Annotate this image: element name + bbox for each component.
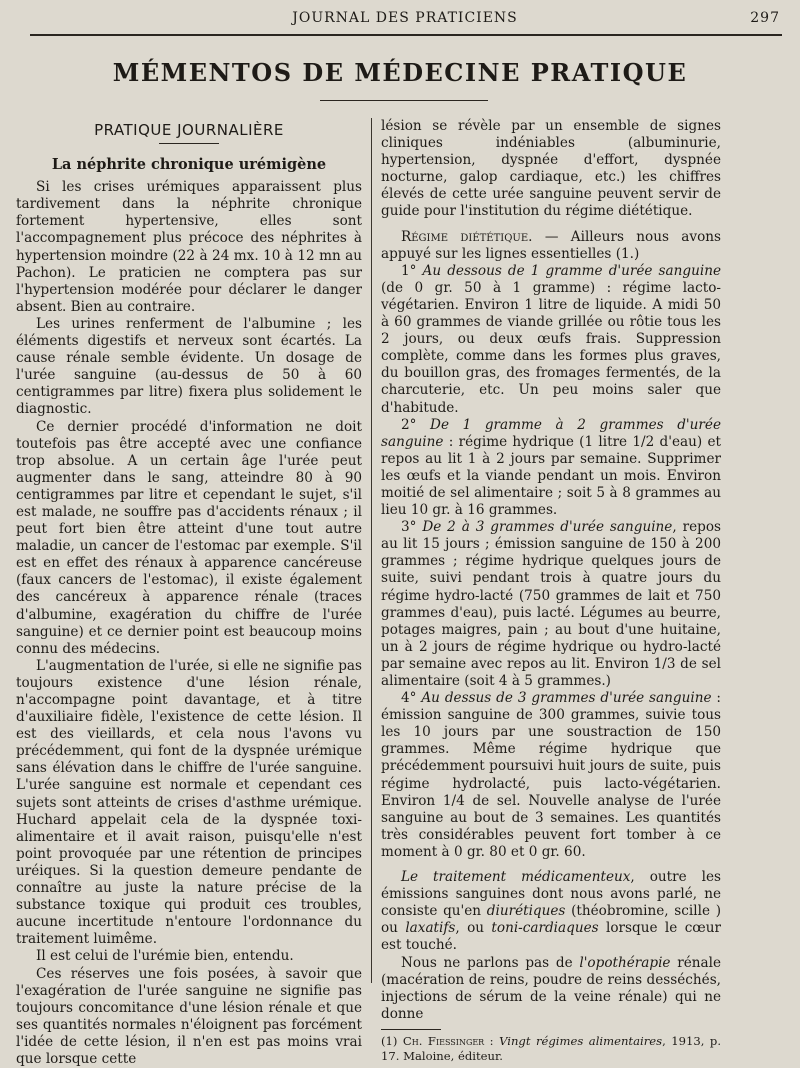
paragraph: L'augmentation de l'urée, si elle ne signifie pas toujours existence d'une lésion rénale, n'accompagne point davantage, et à titre d'auxiliaire fidèle, l'existence de cette lésion. Il est des vieillards, et cela nous l'avons vu précédemment, qui font de la dyspnée urémique sans élévation dans le chiffre de l'urée sanguine. L'urée sanguine est normale et cependant ces sujets sont atteints de crises d'asthme urémique. Huchard appelait cela de la dyspnée toxi-alimentaire et il avait raison, puisqu'elle n'est point provoquée par une rétention de principes uréiques. Si la question demeure pendante de connaître au juste la nature précise de la substance toxique qui produit ces troubles, aucune incertitude n'entoure l'ordonnance du traitement luimême. bbox=[16, 658, 362, 949]
item-label: Au dessous de 1 gramme d'urée sanguine bbox=[423, 263, 721, 279]
regime-intro bbox=[381, 229, 721, 263]
journal-name: JOURNAL DES PRATICIENS bbox=[30, 10, 780, 26]
treatment-paragraph bbox=[381, 869, 721, 954]
opotherapy-paragraph bbox=[381, 955, 721, 1023]
page-number: 297 bbox=[750, 10, 780, 26]
treatment-term: Le traitement médicamenteux bbox=[401, 869, 630, 885]
regime-heading: Régime diététique. bbox=[401, 229, 532, 245]
running-head bbox=[30, 10, 780, 32]
item-label: De 1 gramme à 2 grammes d'urée sanguine bbox=[381, 417, 721, 450]
item-number: 2° bbox=[401, 417, 430, 433]
item-number: 1° bbox=[401, 263, 423, 279]
treatment-term: diurétiques bbox=[487, 903, 566, 919]
section-rule bbox=[159, 143, 219, 144]
paragraph: Il est celui de l'urémie bien, entendu. bbox=[16, 948, 362, 965]
item-number: 4° bbox=[401, 690, 421, 706]
regime-item bbox=[381, 263, 721, 417]
header-rule bbox=[30, 34, 782, 36]
regime-item bbox=[381, 417, 721, 520]
footnote-author: Ch. Fiessinger bbox=[403, 1034, 484, 1048]
paragraph: Ce dernier procédé d'information ne doit toutefois pas être accepté avec une confiance trop absolue. A un certain âge l'urée peut augmenter dans le sang, atteindre 80 à 90 centigrammes par litre et cependant le sujet, s'il est malade, ne souffre pas d'accidents rénaux ; il peut fort bien être atteint d'une tout autre maladie, un cancer de l'estomac par exemple. S'il est en effet des rénaux à apparence cancéreuse (faux cancers de l'estomac), il existe également des cancéreux à apparence rénale (traces d'albumine, exagération du chiffre de l'urée sanguine) et ce dernier point est beaucoup moins connu des médecins. bbox=[16, 419, 362, 658]
left-column bbox=[16, 118, 362, 1068]
treatment-term: toni-cardiaques bbox=[491, 920, 598, 936]
paragraph-continuation: lésion se révèle par un ensemble de signes cliniques indéniables (albuminurie, hypertension, dyspnée d'effort, dyspnée nocturne, galop cardiaque, etc.) les chiffres élevés de cette urée sanguine peuvent servir de guide pour l'institution du régime diététique. bbox=[381, 118, 721, 221]
footnote-marker: (1) bbox=[381, 1034, 403, 1048]
footnote-rest: , 1913, p. 17. Maloine, éditeur. bbox=[381, 1034, 721, 1063]
footnote-rule bbox=[381, 1029, 441, 1030]
opotherapy-text: Nous ne parlons pas de bbox=[401, 955, 579, 971]
title-underline bbox=[320, 100, 488, 101]
paragraph: Les urines renferment de l'albumine ; les éléments digestifs et nerveux sont écartés. La cause rénale semble évidente. Un dosage de l'urée sanguine (au-dessus de 50 à 60 centigrammes par litre) fixera plus solidement le diagnostic. bbox=[16, 316, 362, 419]
treatment-text: (théobromine, scille ) ou bbox=[381, 903, 721, 936]
regime-intro-text: — Ailleurs nous avons appuyé sur les lignes essentielles (1.) bbox=[381, 229, 721, 262]
item-text: (de 0 gr. 50 à 1 gramme) : régime lacto-végétarien. Environ 1 litre de liquide. A midi 50 à 60 grammes de viande grillée ou rôtie tous les 2 jours, ou deux œufs frais. Suppression complète, comme dans les formes plus graves, du bouillon gras, des fromages fermentés, de la charcuterie, etc. Un peu moins saler que d'habitude. bbox=[381, 280, 721, 416]
item-label: De 2 à 3 grammes d'urée sanguine bbox=[422, 519, 672, 535]
footnote bbox=[381, 1034, 721, 1064]
opotherapy-text: rénale (macération de reins, poudre de reins desséchés, injections de sérum de la veine rénale) qui ne donne bbox=[381, 955, 721, 1022]
item-text: : émission sanguine de 300 grammes, suivie tous les 10 jours par une soustraction de 150 grammes. Même régime hydrique que précédemment poursuivi huit jours de suite, puis régime hydrolacté, puis lacto-végétarien. Environ 1/4 de sel. Nouvelle analyse de l'urée sanguine au bout de 3 semaines. Les quantités très considérables peuvent fort tomber à ce moment à 0 gr. 80 et 0 gr. 60. bbox=[381, 690, 721, 860]
item-text: , repos au lit 15 jours ; émission sanguine de 150 à 200 grammes ; régime hydrique quelques jours de suite, suivi pendant trois à quatre jours du régime hydro-lacté (750 grammes de lait et 750 grammes d'eau), puis lacté. Légumes au beurre, potages maigres, pain ; au bout d'une huitaine, un à 2 jours de régime hydrique ou hydro-lacté par semaine avec repos au lit. Environ 1/3 de sel alimentaire (soit 4 à 5 grammes.) bbox=[381, 519, 721, 689]
paragraph: Ces réserves une fois posées, à savoir que l'exagération de l'urée sanguine ne signifie pas toujours concomitance d'une lésion rénale et que ses quantités normales n'éloignent pas forcément l'idée de cette lésion, il n'en est pas moins vrai que lorsque cette bbox=[16, 966, 362, 1068]
footnote-separator: : bbox=[484, 1034, 499, 1048]
regime-item bbox=[381, 690, 721, 861]
item-label: Au dessus de 3 grammes d'urée sanguine bbox=[421, 690, 711, 706]
item-number: 3° bbox=[401, 519, 422, 535]
treatment-text: , outre les émissions sanguines dont nous avons parlé, ne consiste qu'en bbox=[381, 869, 721, 919]
regime-item bbox=[381, 519, 721, 690]
opotherapy-term: l'opothérapie bbox=[579, 955, 670, 971]
section-title: PRATIQUE JOURNALIÈRE bbox=[16, 122, 362, 139]
footnote-title: Vingt régimes alimentaires bbox=[499, 1034, 662, 1048]
column-divider bbox=[371, 118, 372, 983]
treatment-term: laxatifs bbox=[405, 920, 455, 936]
article-title: La néphrite chronique urémigène bbox=[16, 156, 362, 173]
paragraph: Si les crises urémiques apparaissent plus tardivement dans la néphrite chronique fortement hypertensive, elles sont l'accompagnement plus précoce des néphrites à hypertension moindre (22 à 24 mx. 10 à 12 mn au Pachon). Le praticien ne comptera pas sur l'hypertension modérée pour déclarer le danger absent. Bien au contraire. bbox=[16, 179, 362, 316]
item-text: : régime hydrique (1 litre 1/2 d'eau) et repos au lit 1 à 2 jours par semaine. Supprimer les œufs et la viande pendant un mois. Environ moitié de sel alimentaire ; soit 5 à 8 grammes au lieu 10 gr. à 16 grammes. bbox=[381, 434, 721, 518]
main-title: MÉMENTOS DE MÉDECINE PRATIQUE bbox=[0, 58, 800, 87]
right-column bbox=[381, 118, 721, 1064]
treatment-text: , ou bbox=[455, 920, 491, 936]
treatment-text: lorsque le cœur est touché. bbox=[381, 920, 721, 953]
